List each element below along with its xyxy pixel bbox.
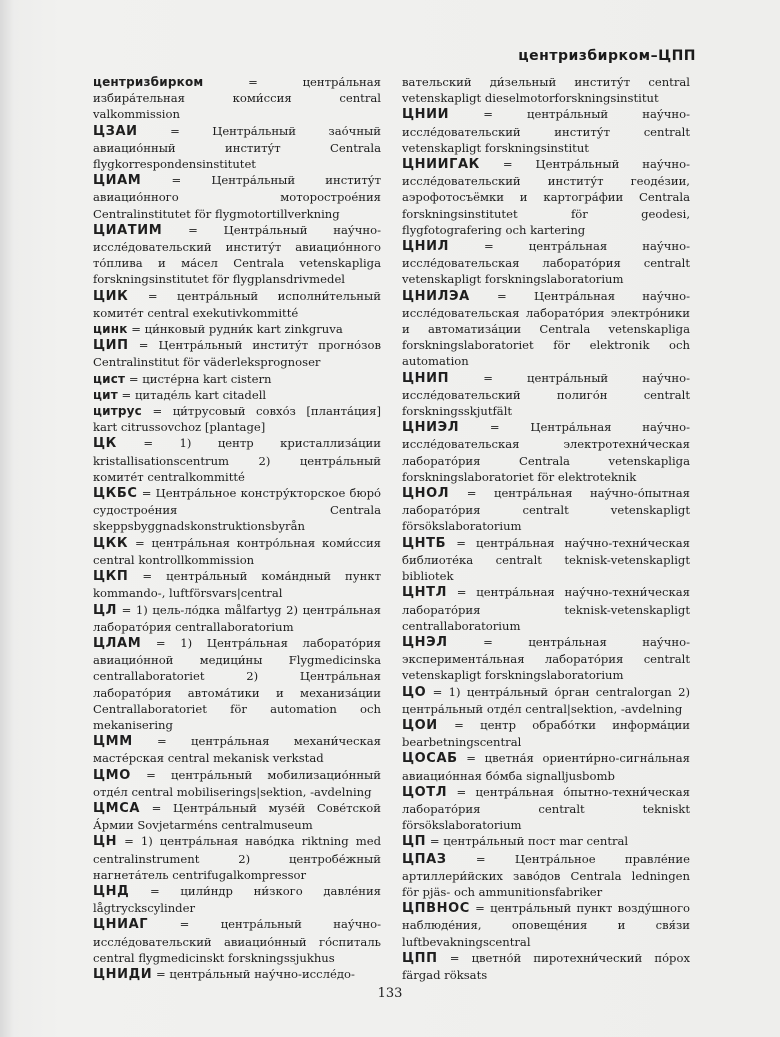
dictionary-entry bbox=[402, 370, 690, 420]
dictionary-entry bbox=[402, 784, 690, 834]
dictionary-entry bbox=[93, 833, 381, 883]
dictionary-entry bbox=[93, 435, 381, 485]
entry-definition: = 1) Центра́льная лаборато́рия авиацио́нной медици́ны Flygmedicinska centrallaboratoriet 2) Центра́льная лаборато́рия автома́тики и механиза́ции Centrallaboratoriet för automation och mekanisering bbox=[93, 635, 381, 732]
dictionary-entry bbox=[93, 916, 381, 966]
entry-definition: = Центра́льный институ́т прогно́зов Centralinstitut för väderleksprognoser bbox=[93, 338, 381, 370]
entry-definition: = цитаде́ль kart citadell bbox=[117, 387, 267, 402]
entry-headword: ЦНТЛ bbox=[402, 585, 448, 601]
entry-definition: = 1) центр кристаллиза́ции kristallisationscentrum 2) центра́льный комите́т centralkommitté bbox=[93, 436, 381, 484]
dictionary-entry bbox=[93, 337, 381, 370]
running-header: центризбирком–ЦПП bbox=[518, 48, 696, 64]
dictionary-entry bbox=[93, 371, 381, 387]
entry-definition: = Центра́льное констру́кторское бюро́ судострое́ния Centrala skeppsbyggnadskonstruktionsbyrån bbox=[93, 486, 381, 534]
dictionary-entry bbox=[93, 568, 381, 601]
entry-definition: = центра́льный нау́чно-иссле́довательский институ́т centralt vetenskapligt forskningsinstitut bbox=[402, 107, 690, 155]
entry-definition: = центра́льный мобилизацио́нный отде́л central mobiliserings|sektion, -avdelning bbox=[93, 767, 381, 799]
dictionary-entry bbox=[402, 851, 690, 901]
dictionary-entry bbox=[402, 156, 690, 238]
entry-headword: ЦКК bbox=[93, 535, 129, 551]
entry-definition: = ци́трусовый совхо́з [планта́ция] kart citrussovchoz [plantage] bbox=[93, 404, 381, 435]
dictionary-entry bbox=[93, 172, 381, 222]
dictionary-entry bbox=[402, 717, 690, 750]
entry-definition: = цисте́рна kart cistern bbox=[125, 371, 272, 386]
entry-headword: ЦНИЭЛ bbox=[402, 420, 460, 436]
dictionary-entry bbox=[402, 684, 690, 717]
entry-headword: ЦПП bbox=[402, 950, 438, 966]
entry-headword: цист bbox=[93, 371, 126, 386]
entry-definition: = центра́льная нау́чно-о́пытная лаборато́рия centralt vetenskapligt försökslaboratorium bbox=[402, 486, 690, 534]
entry-definition: = Центра́льный нау́чно-иссле́довательский институ́т авиацио́нного то́плива и ма́сел Centrala vetenskapliga forskningsinstitutet för flygplansdrivmedel bbox=[93, 222, 381, 287]
entry-headword: ЦНИП bbox=[402, 370, 450, 386]
entry-definition: = центра́льная о́пытно-техни́ческая лаборато́рия centralt tekniskt försökslaboratorium bbox=[402, 784, 690, 833]
entry-definition: = 1) центра́льная наво́дка riktning med centralinstrument 2) центробе́жный нагнета́тель centrifugalkompressor bbox=[93, 834, 381, 882]
dictionary-entry bbox=[402, 750, 690, 783]
entry-headword: ЦНТБ bbox=[402, 535, 447, 551]
entry-headword: ЦО bbox=[402, 684, 427, 700]
entry-headword: ЦНИДИ bbox=[93, 966, 153, 982]
entry-headword: ЦИК bbox=[93, 288, 129, 304]
entry-headword: ЦНОЛ bbox=[402, 486, 450, 502]
right-column bbox=[402, 74, 690, 983]
entry-definition: = центра́льный нау́чно-иссле́довательский авиацио́нный го́спиталь central flygmedicinskt forskningssjukhus bbox=[93, 917, 381, 965]
entry-headword: цинк bbox=[93, 322, 128, 337]
dictionary-entry bbox=[93, 767, 381, 800]
entry-headword: ЦП bbox=[402, 834, 427, 850]
entry-headword: ЦИП bbox=[93, 338, 129, 354]
dictionary-entry bbox=[402, 950, 690, 983]
dictionary-entry bbox=[93, 321, 381, 337]
entry-headword: центризбирком bbox=[93, 75, 204, 89]
entry-definition: = центра́льная нау́чно-иссле́довательская лаборато́рия centralt vetenskapligt forskningslaboratorium bbox=[402, 239, 690, 287]
dictionary-entry bbox=[402, 74, 690, 106]
entry-definition: = центра́льная механи́ческая масте́рская central mekanisk verkstad bbox=[93, 734, 381, 766]
entry-headword: ЦМО bbox=[93, 767, 131, 783]
entry-headword: ЦНД bbox=[93, 883, 130, 899]
entry-definition: = центра́льная нау́чно-техни́ческая библиоте́ка centralt teknisk-vetenskapligt bibliotek bbox=[402, 535, 690, 584]
entry-headword: ЦНЭЛ bbox=[402, 634, 448, 650]
page-number: 133 bbox=[377, 986, 403, 1001]
entry-definition: = центра́льная нау́чно-техни́ческая лаборато́рия teknisk-vetenskapligt centrallaboratorium bbox=[402, 585, 690, 633]
entry-definition: = Центра́льный зао́чный авиацио́нный институ́т Centrala flygkorrespondensinstitutet bbox=[93, 123, 381, 172]
entry-headword: ЦНИИГАК bbox=[402, 157, 480, 173]
entry-headword: ЦОИ bbox=[402, 717, 438, 733]
entry-definition: = центра́льный нау́чно-иссле́до- bbox=[152, 966, 355, 981]
entry-headword: ЦНИАГ bbox=[93, 917, 149, 933]
entry-definition: = центра́льный пост mar central bbox=[426, 834, 629, 849]
entry-headword: ЦКБС bbox=[93, 486, 138, 502]
entry-headword: ЦК bbox=[93, 436, 117, 452]
entry-headword: ЦПВНОС bbox=[402, 901, 470, 917]
dictionary-entry bbox=[93, 485, 381, 535]
dictionary-entry bbox=[402, 288, 690, 370]
entry-headword: ЦОТЛ bbox=[402, 784, 448, 800]
dictionary-entry bbox=[93, 966, 381, 983]
entry-definition: = центра́льный исполни́тельный комите́т central exekutivkommitté bbox=[93, 288, 381, 320]
entry-definition: = Центра́льная нау́чно-иссле́довательская лаборато́рия электро́ники и автоматиза́ции Centrala vetenskapliga forskningslaboratoriet för elektronik och automation bbox=[402, 288, 690, 369]
entry-definition: = 1) центра́льный о́рган centralorgan 2) центра́льный отде́л central|sektion, -avdelning bbox=[402, 684, 690, 716]
dictionary-entry bbox=[402, 833, 690, 850]
dictionary-entry bbox=[93, 403, 381, 435]
entry-headword: ЦОСАБ bbox=[402, 751, 458, 767]
entry-definition: = Центра́льное правле́ние артиллери́йских заво́дов Centrala ledningen för pjäs- och ammunitionsfabriker bbox=[402, 851, 690, 899]
dictionary-entry bbox=[402, 535, 690, 585]
entry-definition: = центра́льная избира́тельная коми́ссия central valkommission bbox=[93, 75, 381, 122]
entry-headword: ЦПАЗ bbox=[402, 851, 447, 867]
entry-definition: = Центра́льный институ́т авиацио́нного моторострое́ния Centralinstitutet för flygmotortillverkning bbox=[93, 173, 381, 221]
entry-headword: ЦНИИ bbox=[402, 107, 450, 123]
entry-headword: ЦКП bbox=[93, 569, 129, 585]
dictionary-entry bbox=[93, 288, 381, 321]
entry-definition: = цили́ндр ни́зкого давле́ния lågtryckscylinder bbox=[93, 883, 381, 916]
dictionary-entry bbox=[93, 123, 381, 173]
entry-definition: = центра́льный нау́чно-иссле́довательский полиго́н centralt forskningsskjutfält bbox=[402, 370, 690, 419]
entry-definition: = центра́льный кома́ндный пункт kommando-, luftförsvars|central bbox=[93, 569, 381, 601]
entry-headword: ЦНИЛ bbox=[402, 239, 450, 255]
entry-definition: = центра́льная контро́льная коми́ссия central kontrollkommission bbox=[93, 535, 381, 567]
entry-definition: вательский ди́зельный институ́т central vetenskapligt dieselmotorforskningsinstitut bbox=[402, 75, 690, 106]
entry-headword: ЦНИЛЭА bbox=[402, 288, 470, 304]
dictionary-entry bbox=[93, 387, 381, 403]
dictionary-entry bbox=[402, 238, 690, 288]
entry-definition: = 1) цель-ло́дка målfartyg 2) центра́льная лаборато́рия centrallaboratorium bbox=[93, 602, 381, 634]
entry-headword: цитрус bbox=[93, 404, 142, 419]
dictionary-entry bbox=[402, 584, 690, 634]
entry-headword: ЦИАМ bbox=[93, 173, 142, 189]
dictionary-entry bbox=[93, 74, 381, 123]
dictionary-entry bbox=[402, 634, 690, 684]
entry-headword: ЦИАТИМ bbox=[93, 222, 163, 238]
entry-definition: = Центра́льный музе́й Сове́тской А́рмии Sovjetarméns centralmuseum bbox=[93, 800, 381, 833]
entry-headword: ЦН bbox=[93, 834, 118, 850]
dictionary-entry bbox=[93, 883, 381, 916]
entry-definition: = центра́льная нау́чно-эксперимента́льная лаборато́рия centralt vetenskapligt forskningslaboratorium bbox=[402, 634, 690, 683]
entry-headword: ЦЗАИ bbox=[93, 123, 138, 139]
entry-definition: = цветно́й пиротехни́ческий по́рох färgad röksats bbox=[402, 950, 690, 982]
entry-headword: цит bbox=[93, 387, 118, 402]
entry-headword: ЦЛ bbox=[93, 602, 118, 618]
dictionary-entry bbox=[93, 535, 381, 568]
entry-definition: = цветна́я ориенти́рно-сигна́льная авиацио́нная бо́мба signalljusbomb bbox=[402, 751, 690, 783]
dictionary-entry bbox=[402, 419, 690, 485]
entry-headword: ЦММ bbox=[93, 734, 133, 750]
dictionary-entry bbox=[93, 635, 381, 733]
entry-headword: ЦЛАМ bbox=[93, 635, 142, 651]
dictionary-entry bbox=[93, 800, 381, 833]
dictionary-entry bbox=[402, 900, 690, 950]
entry-definition: = центра́льный пункт возду́шного наблюде́ния, оповеще́ния и свя́зи luftbevakningscentral bbox=[402, 901, 690, 949]
left-column bbox=[93, 74, 381, 983]
entry-definition: = Центра́льная нау́чно-иссле́довательская электротехни́ческая лаборато́рия Centrala vetenskapliga forskningslaboratoriet för elektroteknik bbox=[402, 420, 690, 484]
entry-headword: ЦМСА bbox=[93, 800, 140, 816]
dictionary-entry bbox=[402, 485, 690, 535]
dictionary-entry bbox=[93, 733, 381, 766]
entry-definition: = Центра́льный нау́чно-иссле́довательский институ́т геоде́зии, аэрофотосъёмки и картогра́фии Centrala forskningsinstitutet för geodesi, flygfotografering och kartering bbox=[402, 157, 690, 237]
dictionary-entry bbox=[93, 222, 381, 288]
entry-definition: = центр обрабо́тки информа́ции bearbetningscentral bbox=[402, 717, 690, 750]
dictionary-entry bbox=[93, 602, 381, 635]
dictionary-entry bbox=[402, 106, 690, 156]
entry-definition: = ци́нковый рудни́к kart zinkgruva bbox=[127, 322, 343, 337]
